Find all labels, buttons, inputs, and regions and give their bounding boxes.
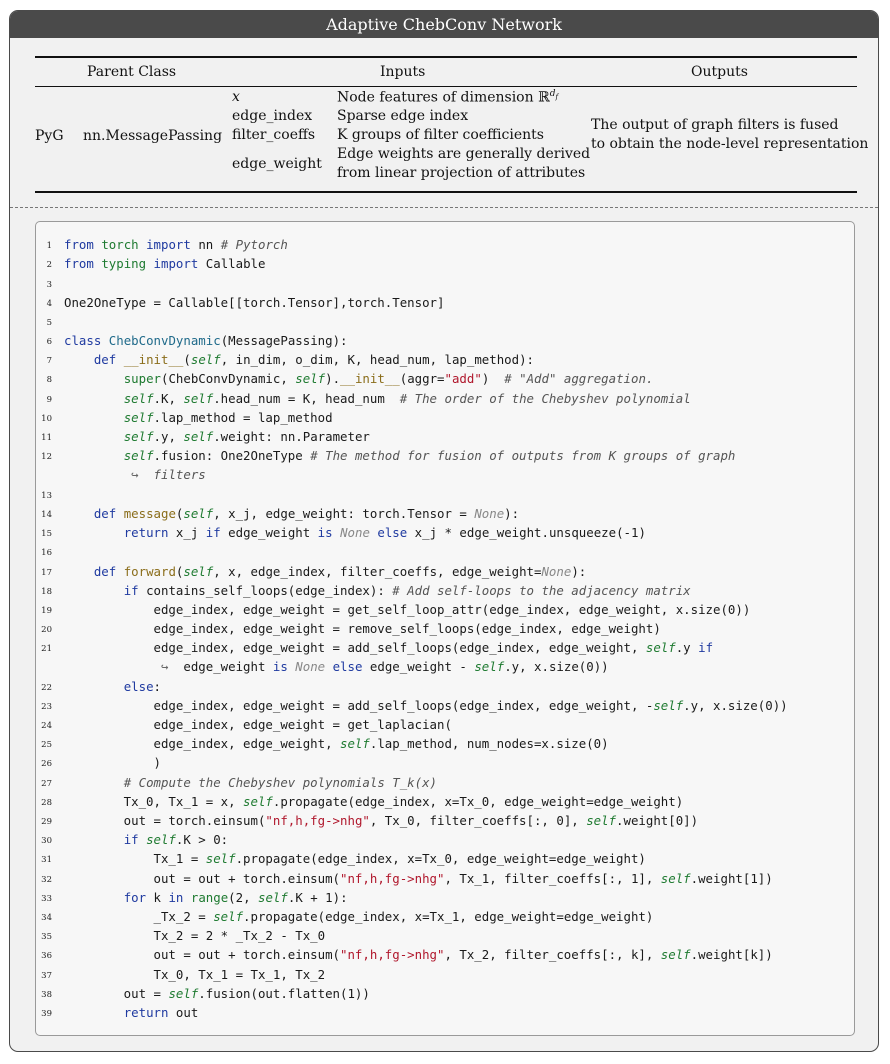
code-line: 9 self.K, self.head_num = K, head_num # The order of the Chebyshev polynomial (46, 391, 691, 406)
code-line: 36 out = out + torch.einsum("nf,h,fg->nhg", Tx_2, filter_coeffs[:, k], self.weight[k]) (41, 947, 773, 962)
input-desc-edge-weight: Edge weights are generally derived (337, 146, 591, 162)
section-divider (10, 207, 878, 208)
code-line: 32 out = out + torch.einsum("nf,h,fg->nhg", Tx_1, filter_coeffs[:, 1], self.weight[1]) (41, 871, 773, 886)
input-name-filter-coeffs: filter_coeffs (232, 127, 316, 143)
code-line: 22 else: (41, 679, 161, 694)
code-line: 3 (46, 280, 52, 290)
input-desc-edge-weight-2: from linear projection of attributes (337, 165, 586, 181)
code-line: 20 edge_index, edge_weight = remove_self_loops(edge_index, edge_weight) (41, 621, 661, 636)
code-line: 10 self.lap_method = lap_method (41, 410, 333, 425)
code-line: 28 Tx_0, Tx_1 = x, self.propagate(edge_index, x=Tx_0, edge_weight=edge_weight) (41, 794, 684, 809)
code-line: 1 from torch import nn # Pytorch (46, 237, 288, 252)
code-line: 8 super(ChebConvDynamic, self).__init__(aggr="add") # "Add" aggregation. (46, 371, 654, 386)
code-line: 23 edge_index, edge_weight = add_self_loops(edge_index, edge_weight, -self.y, x.size(0)) (41, 698, 788, 713)
input-name-x: x (232, 89, 240, 105)
code-line: 27 # Compute the Chebyshev polynomials T_k(x) (41, 775, 437, 790)
code-line: 5 (46, 318, 52, 328)
table-body (35, 87, 869, 191)
code-line: 16 (41, 548, 52, 558)
code-line: 35 Tx_2 = 2 * _Tx_2 - Tx_0 (41, 928, 326, 943)
code-line: 4 One2OneType = Callable[[torch.Tensor],torch.Tensor] (46, 295, 445, 310)
code-line: 33 for k in range(2, self.K + 1): (41, 890, 348, 905)
header-parent-class: Parent Class (87, 64, 177, 80)
table-header-row (35, 58, 857, 86)
code-line: 39 return out (41, 1005, 199, 1020)
code-line: 26 ) (41, 755, 161, 770)
code-line: 7 def __init__(self, in_dim, o_dim, K, head_num, lap_method): (46, 352, 535, 367)
input-desc-edge-index: Sparse edge index (337, 108, 469, 124)
code-line: 19 edge_index, edge_weight = get_self_loop_attr(edge_index, edge_weight, x.size(0)) (41, 602, 751, 617)
code-line-continuation: ↪ edge_weight is None else edge_weight - self.y, x.size(0)) (160, 659, 609, 674)
parent-class: nn.MessagePassing (83, 128, 223, 144)
input-name-edge-weight: edge_weight (232, 156, 322, 172)
code-line: 29 out = torch.einsum("nf,h,fg->nhg", Tx_0, filter_coeffs[:, 0], self.weight[0]) (41, 813, 699, 828)
code-line: 14 def message(self, x_j, edge_weight: torch.Tensor = None): (41, 506, 520, 521)
code-line-continuation: ↪ filters (131, 467, 206, 482)
parent-framework: PyG (35, 128, 64, 144)
code-line: 15 return x_j if edge_weight is None else x_j * edge_weight.unsqueeze(-1) (41, 525, 646, 540)
code-line: 25 edge_index, edge_weight, self.lap_method, num_nodes=x.size(0) (41, 736, 609, 751)
code-line: 34 _Tx_2 = self.propagate(edge_index, x=Tx_1, edge_weight=edge_weight) (41, 909, 654, 924)
code-line: 18 if contains_self_loops(edge_index): # Add self-loops to the adjacency matrix (41, 583, 691, 598)
code-listing (35, 221, 855, 1036)
code-line: 30 if self.K > 0: (41, 832, 229, 847)
figure-frame (9, 10, 879, 1052)
header-outputs: Outputs (691, 64, 748, 80)
input-desc-x: Node features of dimension ℝ$^{d_f}$ (337, 89, 559, 106)
code-line: 24 edge_index, edge_weight = get_laplacian( (41, 717, 452, 732)
code-line: 17 def forward(self, x, edge_index, filter_coeffs, edge_weight=None): (41, 564, 587, 579)
io-table (35, 56, 869, 193)
code-line: 2 from typing import Callable (46, 256, 266, 271)
code-line: 38 out = self.fusion(out.flatten(1)) (41, 986, 370, 1001)
code-line: 11 self.y, self.weight: nn.Parameter (41, 429, 370, 444)
code-line: 12 self.fusion: One2OneType # The method for fusion of outputs from K groups of graph (41, 448, 736, 463)
header-inputs: Inputs (380, 64, 426, 80)
code-line: 13 (41, 491, 52, 501)
input-desc-filter-coeffs: K groups of filter coefficients (337, 127, 544, 143)
output-desc-1: The output of graph filters is fused (591, 117, 839, 133)
code-line: 37 Tx_0, Tx_1 = Tx_1, Tx_2 (41, 967, 326, 982)
input-name-edge-index: edge_index (232, 108, 313, 124)
figure-title: Adaptive ChebConv Network (10, 11, 878, 38)
code-line: 6 class ChebConvDynamic(MessagePassing): (46, 333, 348, 348)
code-line: 31 Tx_1 = self.propagate(edge_index, x=Tx_0, edge_weight=edge_weight) (41, 851, 646, 866)
output-desc-2: to obtain the node-level representation (591, 136, 869, 152)
code-line: 21 edge_index, edge_weight = add_self_loops(edge_index, edge_weight, self.y if (41, 640, 714, 655)
